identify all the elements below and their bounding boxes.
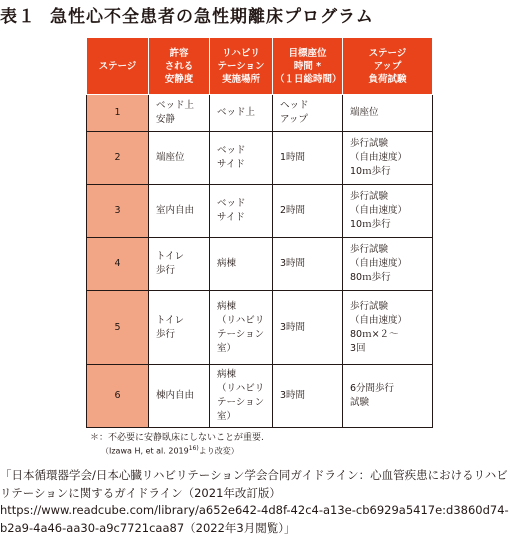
test-cell: 6分間歩行 試験 — [343, 365, 433, 428]
place-cell: ベッド サイド — [210, 185, 273, 238]
place-cell: ベッド上 — [210, 95, 273, 132]
stage-cell: 4 — [87, 238, 149, 291]
document-title — [0, 2, 374, 27]
header-target-sitting-time: 目標座位 時間 * （１日総時間） — [273, 38, 343, 95]
stage-cell: 3 — [87, 185, 149, 238]
rehab-stage-table — [86, 37, 433, 428]
header-stage: ステージ — [87, 38, 149, 95]
table-row — [87, 95, 433, 132]
rest-cell: 室内自由 — [149, 185, 210, 238]
header-allowed-rest: 許容 される 安静度 — [149, 38, 210, 95]
table-row — [87, 185, 433, 238]
test-cell: 歩行試験 （自由速度） 80ｍ歩行 — [343, 238, 433, 291]
test-cell: 端座位 — [343, 95, 433, 132]
table-header-row — [87, 38, 433, 95]
header-rehab-place: リハビリ テーション 実施場所 — [210, 38, 273, 95]
time-cell: ヘッド アップ — [273, 95, 343, 132]
stage-cell: 2 — [87, 132, 149, 185]
table-number: 表１ — [0, 7, 36, 27]
place-cell: 病棟 （リハビリ テーション室） — [210, 291, 273, 365]
rest-cell: トイレ 歩行 — [149, 291, 210, 365]
time-cell: 1時間 — [273, 132, 343, 185]
rest-cell: ベッド上 安静 — [149, 95, 210, 132]
stage-cell: 6 — [87, 365, 149, 428]
footnote-source-text: （Izawa H, et al. 2019 — [101, 446, 189, 456]
time-cell: 3時間 — [273, 238, 343, 291]
time-cell: 3時間 — [273, 365, 343, 428]
time-cell: 2時間 — [273, 185, 343, 238]
test-cell: 歩行試験 （自由速度） 10ｍ歩行 — [343, 185, 433, 238]
test-cell: 歩行試験 （自由速度） 10ｍ歩行 — [343, 132, 433, 185]
stage-cell: 1 — [87, 95, 149, 132]
place-cell: 病棟 （リハビリ テーション室） — [210, 365, 273, 428]
rest-cell: 端座位 — [149, 132, 210, 185]
place-cell: ベッド サイド — [210, 132, 273, 185]
header-stageup-test: ステージ アップ 負荷試験 — [343, 38, 433, 95]
guideline-citation: 「日本循環器学会/日本心臓リハビリテーション学会合同ガイドライン：心血管疾患におけるリハビリテーションに関するガイドライン（2021年改訂版） https://www.readcube.com/library/a652e642-4d8f-42c4-a13e-cb6929a5417e:d3860d74-b2a9-4a46-aa30-a9c7721caa87（2022年3月閲覧）」 — [0, 468, 509, 535]
table-row — [87, 132, 433, 185]
footnote-asterisk: ＊：不必要に安静臥床にしないことが重要. — [90, 433, 264, 443]
rest-cell: トイレ 歩行 — [149, 238, 210, 291]
table-row — [87, 365, 433, 428]
footnote-source — [101, 445, 239, 457]
time-cell: 3時間 — [273, 291, 343, 365]
stage-cell: 5 — [87, 291, 149, 365]
footnote-reference-number: 16) — [188, 445, 199, 452]
footnote-source-suffix: より改変） — [198, 446, 239, 456]
table-row — [87, 291, 433, 365]
place-cell: 病棟 — [210, 238, 273, 291]
rest-cell: 棟内自由 — [149, 365, 210, 428]
test-cell: 歩行試験 （自由速度） 80ｍ×２～ 3回 — [343, 291, 433, 365]
table-row — [87, 238, 433, 291]
table-title-text: 急性心不全患者の急性期離床プログラム — [50, 7, 374, 27]
